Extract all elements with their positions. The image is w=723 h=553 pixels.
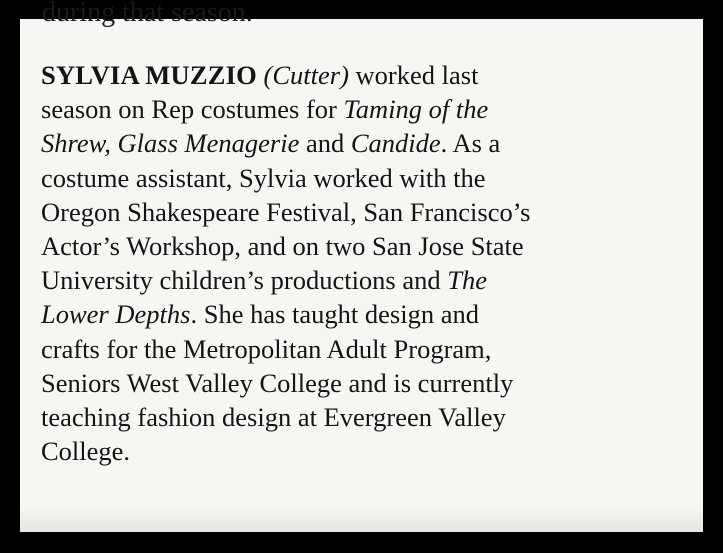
- bio-paragraph: [41, 58, 701, 468]
- bio-line-7: [41, 263, 701, 297]
- person-role: (Cutter): [263, 60, 349, 90]
- show-title: Lower Depths: [41, 299, 191, 330]
- bio-line-3: [41, 126, 701, 160]
- person-name: SYLVIA MUZZIO: [41, 60, 257, 90]
- show-title: Taming of the: [343, 94, 489, 125]
- bio-line-4: costume assistant, Sylvia worked with the: [41, 162, 486, 193]
- document-page: [20, 0, 703, 532]
- bio-line-10: Seniors West Valley College and is currently: [41, 367, 514, 398]
- bio-text: . As a: [440, 128, 501, 159]
- bio-line-6: Actor’s Workshop, and on two San Jose State: [41, 231, 524, 262]
- bio-text: season on Rep costumes for: [41, 94, 344, 125]
- paper-edge-shadow: [20, 506, 703, 532]
- bio-text: . She has taught design and: [190, 299, 479, 330]
- bio-text: worked last: [348, 60, 479, 90]
- bio-line-12: College.: [41, 436, 131, 467]
- bio-line-2: [41, 92, 701, 126]
- bio-text: University children’s productions and: [41, 265, 448, 296]
- show-title: Candide: [350, 128, 441, 159]
- show-title: The: [447, 265, 488, 296]
- cutoff-previous-text: during that season.: [42, 0, 253, 28]
- bio-line-8: [41, 297, 701, 331]
- bio-line-9: crafts for the Metropolitan Adult Program,: [41, 333, 492, 364]
- bio-line-1: [41, 58, 701, 92]
- show-title: Shrew, Glass Menagerie: [41, 128, 300, 159]
- bio-line-5: Oregon Shakespeare Festival, San Francisco’s: [41, 196, 531, 227]
- bio-text: and: [299, 128, 351, 159]
- bio-line-11: teaching fashion design at Evergreen Valley: [41, 402, 506, 433]
